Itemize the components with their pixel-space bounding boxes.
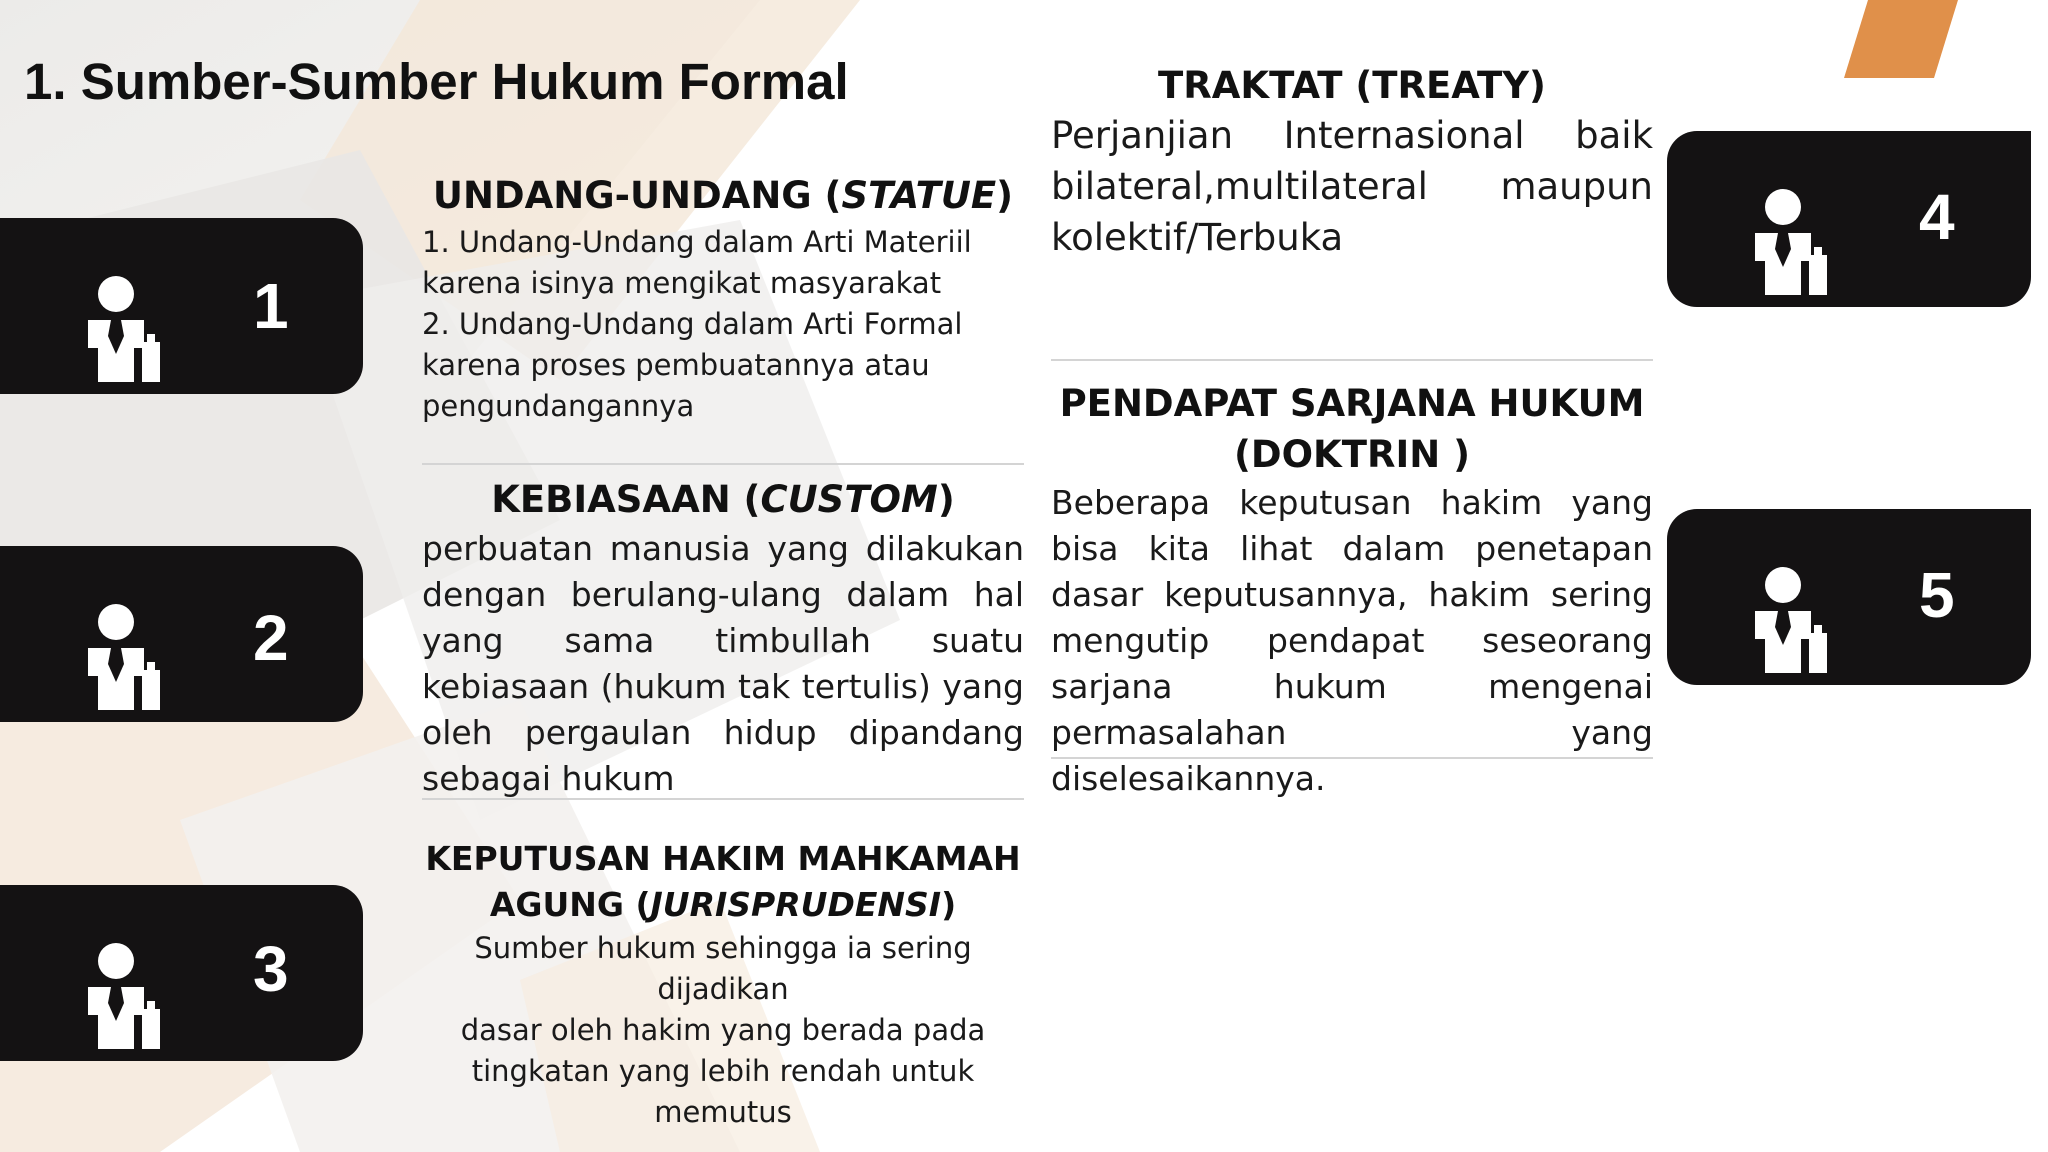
- section-traktat: [1051, 62, 1653, 263]
- section-undang-undang: [422, 170, 1024, 427]
- section-pendapat-sarjana: [1051, 378, 1653, 802]
- section-heading: PENDAPAT SARJANA HUKUM (DOKTRIN ): [1059, 382, 1645, 476]
- person-with-bottle-icon: [88, 276, 164, 382]
- tab-number: 4: [1919, 181, 1955, 253]
- tab-number: 2: [253, 602, 289, 674]
- tab-5: [1667, 509, 2031, 685]
- page-title: 1. Sumber-Sumber Hukum Formal: [24, 53, 849, 110]
- section-heading: KEBIASAAN (CUSTOM): [491, 478, 955, 521]
- section-heading: TRAKTAT (TREATY): [1158, 64, 1546, 107]
- tab-number: 3: [253, 933, 289, 1005]
- tab-3: [0, 885, 363, 1061]
- section-body: Beberapa keputusan hakim yang bisa kita lihat dalam penetapan dasar keputusannya, hakim sering mengutip pendapat seseorang sarjana hukum mengenai permasalahan yang diselesaikannya.: [1051, 483, 1653, 798]
- section-body: Sumber hukum sehingga ia sering dijadikan dasar oleh hakim yang berada pada tingkatan yang lebih rendah untuk memutus: [460, 931, 986, 1129]
- section-body: perbuatan manusia yang dilakukan dengan berulang-ulang dalam hal yang sama timbullah suatu kebiasaan (hukum tak tertulis) yang oleh pergaulan hidup dipandang sebagai hukum: [422, 529, 1024, 798]
- section-kebiasaan: [422, 474, 1024, 802]
- tab-1: [0, 218, 363, 394]
- section-heading: KEPUTUSAN HAKIM MAHKAMAH AGUNG (JURISPRUDENSI): [425, 839, 1021, 924]
- person-with-bottle-icon: [1755, 189, 1831, 295]
- divider: [422, 798, 1024, 800]
- section-keputusan-hakim: [422, 836, 1024, 1133]
- divider: [1051, 359, 1653, 361]
- person-with-bottle-icon: [88, 604, 164, 710]
- tab-2: [0, 546, 363, 722]
- person-with-bottle-icon: [88, 943, 164, 1049]
- divider: [422, 463, 1024, 465]
- tab-4: [1667, 131, 2031, 307]
- section-heading: UNDANG-UNDANG (STATUE): [432, 174, 1014, 217]
- tab-number: 1: [253, 270, 289, 342]
- tab-number: 5: [1919, 559, 1955, 631]
- section-body: 1. Undang-Undang dalam Arti Materiil karena isinya mengikat masyarakat 2. Undang-Undang dalam Arti Formal karena proses pembuatannya atau pengundangannya: [422, 225, 972, 423]
- person-with-bottle-icon: [1755, 567, 1831, 673]
- section-body: Perjanjian Internasional baik bilateral,multilateral maupun kolektif/Terbuka: [1051, 114, 1653, 259]
- divider: [1051, 757, 1653, 759]
